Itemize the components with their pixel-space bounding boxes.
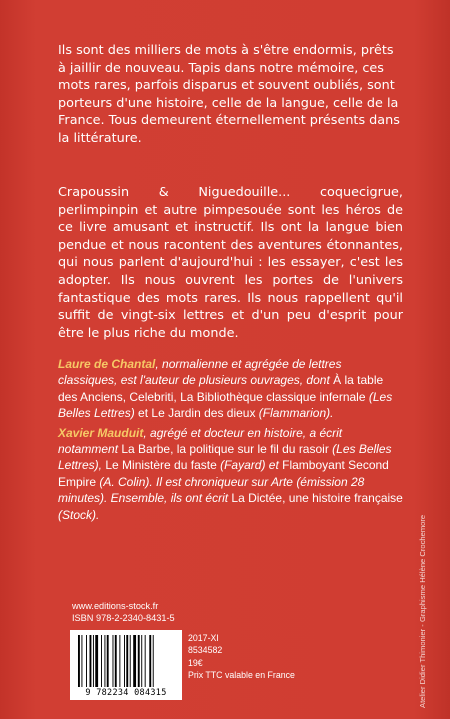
isbn: ISBN 978-2-2340-8431-5 <box>72 613 175 623</box>
barcode-digits: 9 782234 084315 <box>85 688 167 698</box>
price-block <box>188 632 295 682</box>
author-name-laure: Laure de Chantal <box>58 357 156 371</box>
body-paragraph: Crapoussin & Niguedouille... coquecigrue, perlimpinpin et autre pimpesouée sont les héros de ce livre amusant et instructif. Ils ont la langue bien pendue et nous racontent des aventures étonnantes, qui nous parlent d'aujourd'hui : les essayer, c'est les adopter. Ils nous ouvrent les portes de l'univers fantastique des mots rares. Ils nous rappellent qu'il suffit de vingt-six lettres et d'un peu d'esprit pour être le plus riche du monde. <box>58 185 403 341</box>
bio-laure: Laure de Chantal, normalienne et agrégée de lettres classiques, est l'auteur de plusieurs ouvrages, dont À la table des Anciens, Celebriti, La Bibliothèque classique infernale (Les Belles Lettres) et Le Jardin des dieux (Flammarion). <box>58 357 393 421</box>
bio-xavier: Xavier Mauduit, agrégé et docteur en histoire, a écrit notamment La Barbe, la politique sur le fil du rasoir (Les Belles Lettres), Le Ministère du faste (Fayard) et Flamboyant Second Empire (A. Colin). Il est chroniqueur sur Arte (émission 28 minutes). Ensemble, ils ont écrit La Dictée, une histoire française (Stock). <box>58 425 403 522</box>
barcode-bars <box>76 635 176 687</box>
price: 19€ <box>188 657 203 668</box>
design-credit: Atelier Didier Thimonier - Graphisme Hélène Crochemore <box>418 514 427 708</box>
publisher-info <box>72 600 175 624</box>
barcode <box>70 630 182 700</box>
intro-paragraph: Ils sont des milliers de mots à s'être endormis, prêts à jaillir de nouveau. Tapis dans notre mémoire, ces mots rares, parfois disparus et souvent oubliés, sont porteurs d'une histoire, celle de la langue, celle de la France. Tous demeurent éternellement présents dans la littérature. <box>58 43 400 146</box>
edition-code: 2017-XI <box>188 633 219 643</box>
author-bios <box>58 356 403 526</box>
publisher-website: www.editions-stock.fr <box>72 601 159 611</box>
author-name-xavier: Xavier Mauduit <box>58 425 144 440</box>
price-note: Prix TTC valable en France <box>188 670 295 681</box>
product-code: 8534582 <box>188 645 223 656</box>
